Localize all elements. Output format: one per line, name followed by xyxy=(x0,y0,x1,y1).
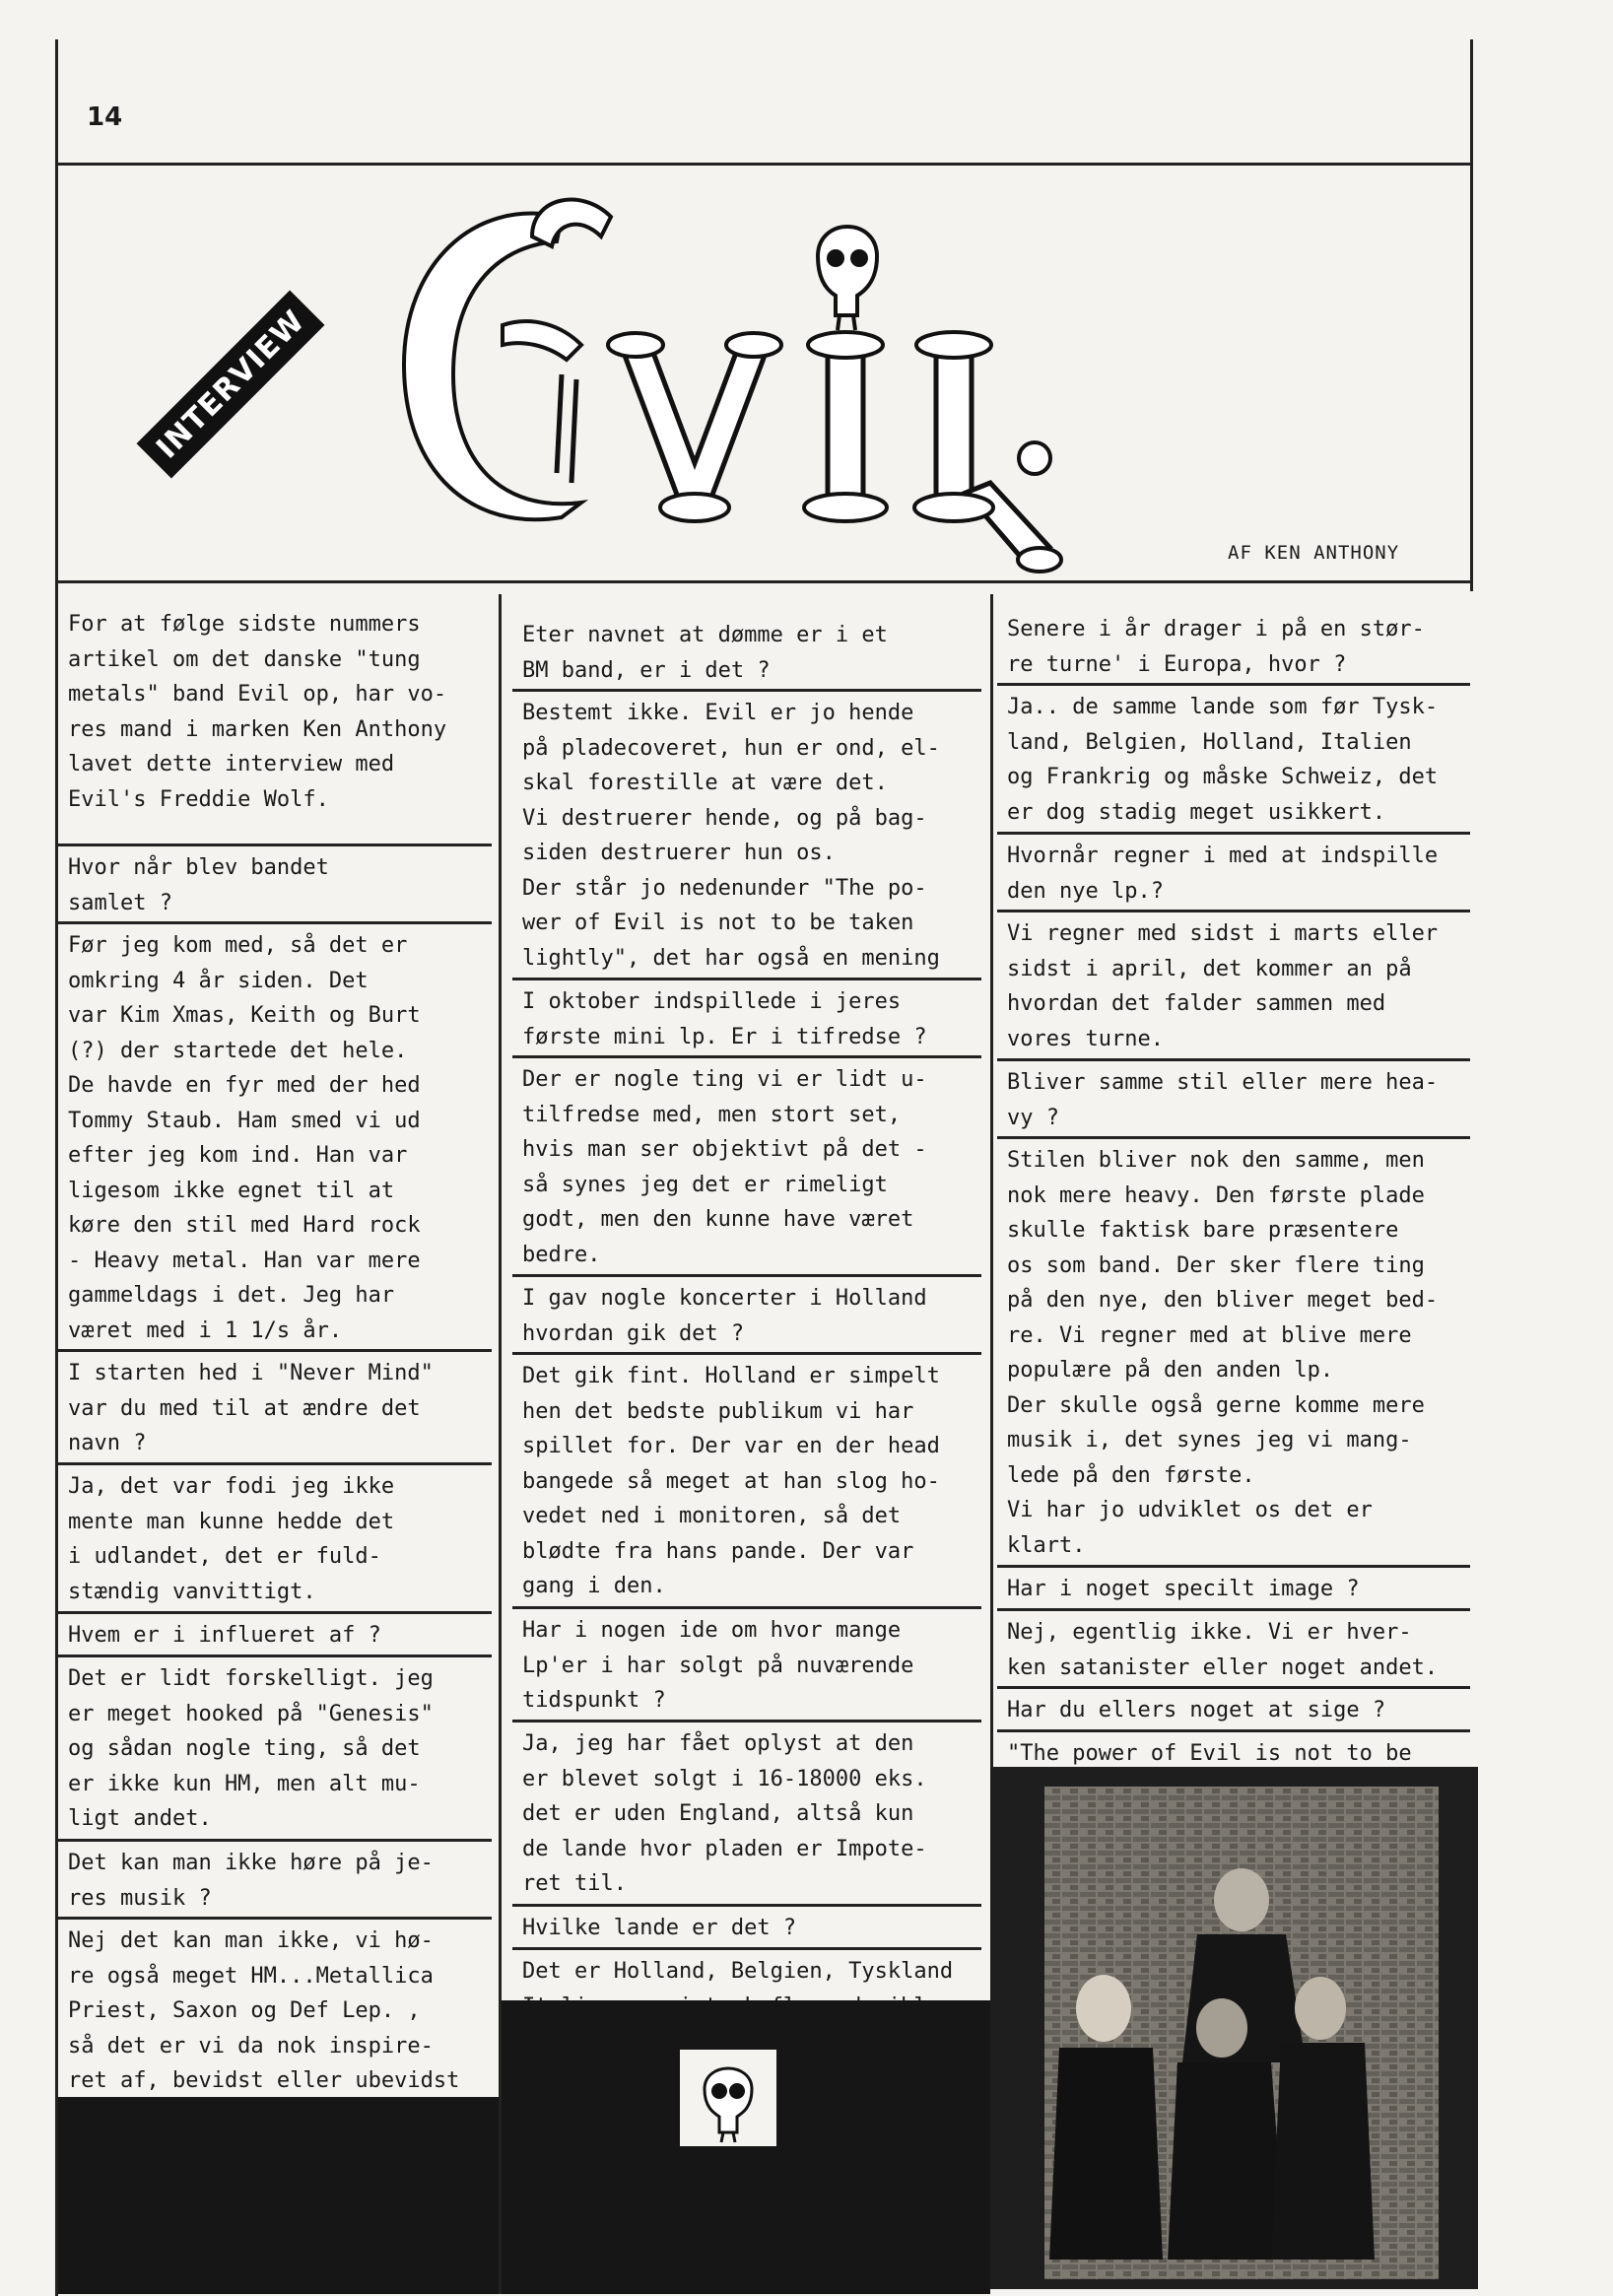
answer-block: Bestemt ikke. Evil er jo hende på pladecoveret, hun er ond, el- skal forestille at være det. Vi destruerer hende, og på bag- siden destruerer hun os. Der står jo nedenunder "The po- wer of Evil is not to be taken lightly", det har også en mening xyxy=(512,692,981,980)
question-block: Hvilke lande er det ? xyxy=(512,1907,981,1950)
question-block: Det kan man ikke høre på je- res musik ? xyxy=(58,1842,492,1920)
answer-block: Der er nogle ting vi er lidt u- tilfredse med, men stort set, hvis man ser objektivt på det - så synes jeg det er rimeligt godt, men den kunne have været bedre. xyxy=(512,1058,981,1277)
skull-emblem xyxy=(680,2050,776,2146)
band-photo-image xyxy=(990,1767,1478,2289)
answer-block: Ja.. de samme lande som før Tysk- land, Belgien, Holland, Italien og Frankrig og måske Schweiz, det er dog stadig meget usikkert. xyxy=(997,686,1470,835)
answer-block: Vi regner med sidst i marts eller sidst i april, det kommer an på hvordan det falder sammen med vores turne. xyxy=(997,912,1470,1061)
page-number: 14 xyxy=(87,102,123,132)
answer-block: Nej, egentlig ikke. Vi er hver- ken satanister eller noget andet. xyxy=(997,1611,1470,1689)
right-margin-line xyxy=(1470,39,1473,591)
question-block: Bliver samme stil eller mere hea- vy ? xyxy=(997,1061,1470,1139)
evil-logo xyxy=(384,177,1153,581)
header-top-line xyxy=(55,163,1473,166)
skull-icon xyxy=(680,2050,776,2146)
answer-block: Før jeg kom med, så det er omkring 4 år siden. Det var Kim Xmas, Keith og Burt (?) der startede det hele. De havde en fyr med der hed Tommy Staub. Ham smed vi ud efter jeg kom ind. Han var ligesom ikke egnet til at køre den stil med Hard rock - Heavy metal. Han var mere gammeldags i det. Jeg har været med i 1 1/s år. xyxy=(58,924,492,1352)
byline: AF KEN ANTHONY xyxy=(1228,542,1400,564)
column-3 xyxy=(997,608,1470,1807)
answer-block: Ja, jeg har fået oplyst at den er blevet solgt i 16-18000 eks. det er uden England, altså kun de lande hvor pladen er Impote- ret til. xyxy=(512,1722,981,1907)
question-block: Hvornår regner i med at indspille den nye lp.? xyxy=(997,835,1470,912)
answer-block: Stilen bliver nok den samme, men nok mere heavy. Den første plade skulle faktisk bare præsentere os som band. Der sker flere ting på den nye, den bliver meget bed- re. Vi regner med at blive mere populære på den anden lp. Der skulle også gerne komme mere musik i, det synes jeg vi mang- lede på den første. Vi har jo udviklet os det er klart. xyxy=(997,1139,1470,1568)
answer-block: Ja, det var fodi jeg ikke mente man kunne hedde det i udlandet, det er fuld- stændig vanvittigt. xyxy=(58,1465,492,1614)
answer-block: Det er Holland, Belgien, Tyskland xyxy=(522,1959,954,1984)
question-block: Hvor når blev bandet samlet ? xyxy=(58,846,492,924)
question-block: I oktober indspillede i jeres første mini lp. Er i tifredse ? xyxy=(512,980,981,1058)
question-block: I starten hed i "Never Mind" var du med til at ændre det navn ? xyxy=(58,1352,492,1465)
answer-block: Det gik fint. Holland er simpelt hen det bedste publikum vi har spillet for. Der var en der head bangede så meget at han slog ho- vedet ned i monitoren, så det blødte fra hans pande. Der var gang i den. xyxy=(512,1355,981,1609)
answer-block: For at følge sidste nummers artikel om det danske "tung metals" band Evil op, har vo- res mand i marken Ken Anthony lavet dette interview med Evil's Freddie Wolf. xyxy=(58,603,492,846)
column-1 xyxy=(58,603,492,2140)
question-block: Senere i år drager i på en stør- re turne' i Europa, hvor ? xyxy=(997,608,1470,686)
question-block: Hvem er i influeret af ? xyxy=(58,1614,492,1657)
interview-badge: INTERVIEW xyxy=(137,291,325,479)
column-2 xyxy=(512,614,981,2060)
question-block: Har du ellers noget at sige ? xyxy=(997,1689,1470,1732)
black-panel xyxy=(58,2097,499,2294)
answer-block: Det er lidt forskelligt. jeg er meget hooked på "Genesis" og sådan nogle ting, så det er ikke kun HM, men alt mu- ligt andet. xyxy=(58,1657,492,1842)
column-divider xyxy=(990,594,993,1767)
black-panel xyxy=(502,2000,990,2294)
question-block: Har i noget specilt image ? xyxy=(997,1568,1470,1611)
question-block: Eter navnet at dømme er i et BM band, er i det ? xyxy=(512,614,981,692)
question-block: Har i nogen ide om hvor mange Lp'er i har solgt på nuværende tidspunkt ? xyxy=(512,1609,981,1722)
answer-block: Nej det kan man ikke, vi hø- re også meget HM...Metallica Priest, Saxon og Def Lep. , så det er vi da nok inspire- ret af, bevidst eller ubevidst xyxy=(68,1928,460,2093)
answer-block: "The power of Evil is not to be xyxy=(1007,1741,1412,1766)
question-block: I gav nogle koncerter i Holland hvordan gik det ? xyxy=(512,1277,981,1355)
band-photo xyxy=(990,1767,1478,2289)
